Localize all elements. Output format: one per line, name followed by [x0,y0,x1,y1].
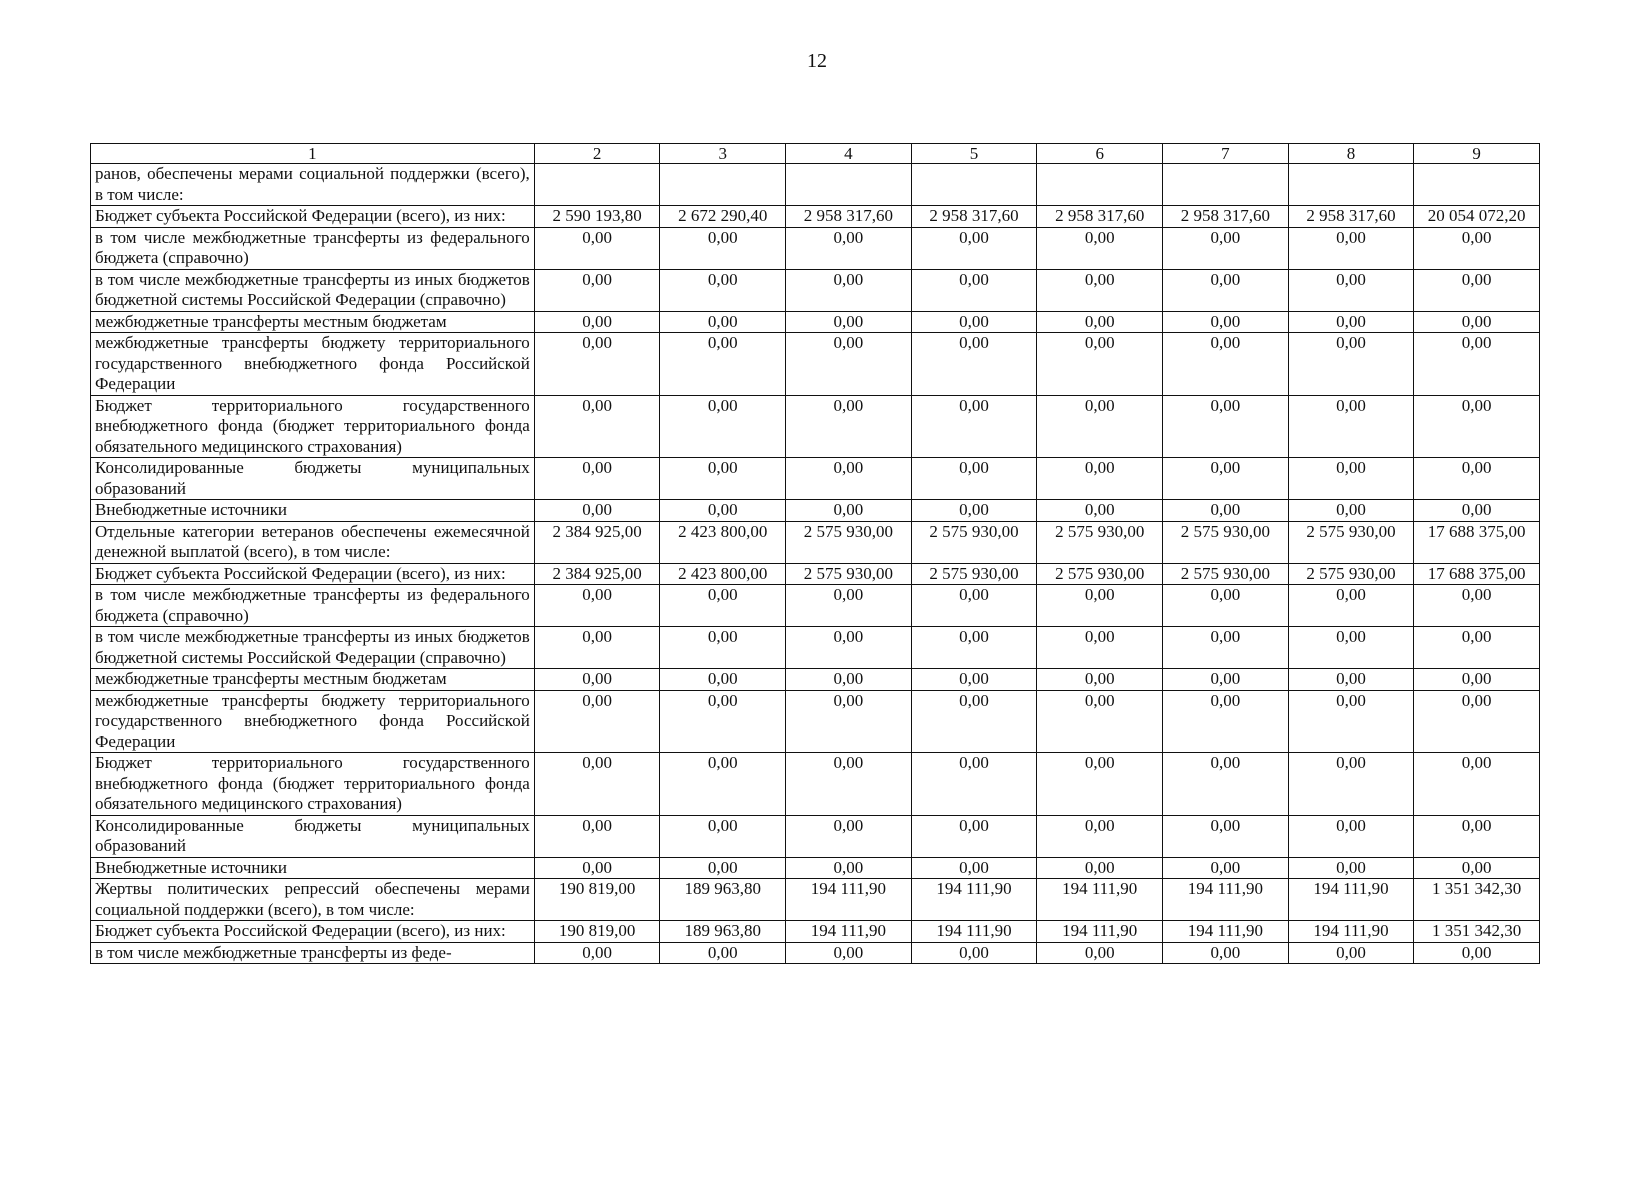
row-label: Отдельные категории ветеранов обеспечены ежемесячной денежной выплатой (всего), в том числе: [91,521,535,563]
value-cell: 0,00 [1288,669,1414,691]
table-row [91,563,1540,585]
value-cell: 0,00 [534,395,660,458]
value-cell: 194 111,90 [1288,921,1414,943]
value-cell: 0,00 [786,585,912,627]
value-cell: 190 819,00 [534,921,660,943]
value-cell [1414,164,1540,206]
table-row [91,164,1540,206]
value-cell: 0,00 [786,627,912,669]
row-label: в том числе межбюджетные трансферты из иных бюджетов бюджетной системы Российской Федерации (справочно) [91,627,535,669]
row-label: Бюджет территориального государственного внебюджетного фонда (бюджет территориального фонда обязательного медицинского страхования) [91,395,535,458]
value-cell: 0,00 [1163,669,1289,691]
table-row [91,690,1540,753]
row-label: ранов, обеспечены мерами социальной поддержки (всего), в том числе: [91,164,535,206]
value-cell: 0,00 [660,227,786,269]
value-cell: 0,00 [660,627,786,669]
value-cell: 194 111,90 [786,879,912,921]
value-cell: 2 575 930,00 [1037,521,1163,563]
value-cell: 0,00 [534,311,660,333]
value-cell: 0,00 [1288,227,1414,269]
table-row [91,815,1540,857]
table-row [91,585,1540,627]
column-number-row [91,144,1540,164]
table-row [91,206,1540,228]
value-cell: 0,00 [1414,500,1540,522]
value-cell: 2 575 930,00 [1037,563,1163,585]
value-cell: 0,00 [1163,690,1289,753]
table-row [91,521,1540,563]
row-label: Бюджет субъекта Российской Федерации (всего), из них: [91,563,535,585]
value-cell: 0,00 [534,227,660,269]
row-label: межбюджетные трансферты бюджету территориального государственного внебюджетного фонда Российской Федерации [91,333,535,396]
row-label: в том числе межбюджетные трансферты из иных бюджетов бюджетной системы Российской Федерации (справочно) [91,269,535,311]
value-cell: 194 111,90 [911,921,1037,943]
value-cell: 194 111,90 [786,921,912,943]
row-label: в том числе межбюджетные трансферты из федерального бюджета (справочно) [91,585,535,627]
value-cell: 0,00 [786,857,912,879]
value-cell: 0,00 [534,627,660,669]
value-cell: 0,00 [786,815,912,857]
row-label: в том числе межбюджетные трансферты из феде- [91,942,535,964]
value-cell: 0,00 [1163,585,1289,627]
value-cell: 0,00 [1288,857,1414,879]
value-cell: 0,00 [1414,669,1540,691]
value-cell: 0,00 [1163,395,1289,458]
value-cell: 194 111,90 [1163,879,1289,921]
value-cell: 0,00 [1037,815,1163,857]
value-cell: 0,00 [660,311,786,333]
value-cell: 0,00 [1163,333,1289,396]
value-cell: 0,00 [1414,690,1540,753]
value-cell: 0,00 [1037,753,1163,816]
value-cell: 2 384 925,00 [534,521,660,563]
value-cell: 0,00 [1288,311,1414,333]
value-cell: 20 054 072,20 [1414,206,1540,228]
value-cell: 0,00 [534,269,660,311]
value-cell: 0,00 [1288,942,1414,964]
value-cell: 0,00 [1163,942,1289,964]
value-cell: 0,00 [1288,585,1414,627]
value-cell: 0,00 [911,815,1037,857]
row-label: межбюджетные трансферты бюджету территориального государственного внебюджетного фонда Российской Федерации [91,690,535,753]
value-cell: 0,00 [534,333,660,396]
value-cell: 0,00 [534,669,660,691]
row-label: Бюджет субъекта Российской Федерации (всего), из них: [91,921,535,943]
value-cell: 0,00 [786,269,912,311]
value-cell: 0,00 [911,857,1037,879]
value-cell: 0,00 [534,815,660,857]
value-cell: 1 351 342,30 [1414,921,1540,943]
table-row [91,500,1540,522]
value-cell: 0,00 [911,669,1037,691]
row-label: Жертвы политических репрессий обеспечены мерами социальной поддержки (всего), в том числе: [91,879,535,921]
value-cell: 0,00 [1163,311,1289,333]
value-cell: 0,00 [1037,942,1163,964]
table-row [91,311,1540,333]
row-label: Внебюджетные источники [91,857,535,879]
value-cell: 0,00 [1414,753,1540,816]
value-cell: 0,00 [1414,627,1540,669]
value-cell: 2 575 930,00 [1163,563,1289,585]
column-header: 5 [911,144,1037,164]
value-cell: 194 111,90 [911,879,1037,921]
value-cell: 0,00 [1414,333,1540,396]
row-label: межбюджетные трансферты местным бюджетам [91,669,535,691]
value-cell: 2 384 925,00 [534,563,660,585]
value-cell: 0,00 [1037,585,1163,627]
value-cell [1163,164,1289,206]
value-cell: 0,00 [911,395,1037,458]
value-cell: 0,00 [1163,753,1289,816]
value-cell: 194 111,90 [1288,879,1414,921]
column-header: 3 [660,144,786,164]
value-cell: 189 963,80 [660,921,786,943]
value-cell: 0,00 [1163,269,1289,311]
value-cell: 0,00 [1414,395,1540,458]
value-cell: 0,00 [1414,269,1540,311]
value-cell: 0,00 [660,585,786,627]
value-cell: 0,00 [1037,395,1163,458]
value-cell: 0,00 [660,753,786,816]
value-cell: 0,00 [1037,857,1163,879]
value-cell: 2 958 317,60 [786,206,912,228]
table-row [91,333,1540,396]
value-cell: 0,00 [660,857,786,879]
value-cell: 17 688 375,00 [1414,563,1540,585]
table-row [91,227,1540,269]
table-row [91,921,1540,943]
value-cell: 0,00 [534,753,660,816]
table-row [91,395,1540,458]
value-cell: 0,00 [911,753,1037,816]
row-label: в том числе межбюджетные трансферты из федерального бюджета (справочно) [91,227,535,269]
value-cell: 0,00 [1288,269,1414,311]
value-cell [1037,164,1163,206]
value-cell: 0,00 [1163,227,1289,269]
value-cell: 0,00 [660,500,786,522]
column-header: 7 [1163,144,1289,164]
value-cell: 0,00 [1163,627,1289,669]
value-cell: 0,00 [1288,815,1414,857]
value-cell: 2 575 930,00 [1288,563,1414,585]
value-cell: 0,00 [534,585,660,627]
value-cell [786,164,912,206]
row-label: Внебюджетные источники [91,500,535,522]
row-label: межбюджетные трансферты местным бюджетам [91,311,535,333]
value-cell: 0,00 [786,458,912,500]
value-cell: 0,00 [786,227,912,269]
value-cell: 2 958 317,60 [1037,206,1163,228]
table-row [91,269,1540,311]
value-cell: 0,00 [1037,227,1163,269]
value-cell: 0,00 [1288,627,1414,669]
budget-table [90,143,1540,964]
value-cell: 0,00 [660,458,786,500]
value-cell: 0,00 [911,500,1037,522]
value-cell: 2 423 800,00 [660,563,786,585]
value-cell: 0,00 [1288,690,1414,753]
value-cell: 0,00 [786,942,912,964]
value-cell: 0,00 [1414,585,1540,627]
value-cell [1288,164,1414,206]
value-cell: 0,00 [786,753,912,816]
value-cell: 0,00 [1037,458,1163,500]
value-cell: 0,00 [1288,753,1414,816]
table-row [91,857,1540,879]
value-cell: 0,00 [1163,857,1289,879]
value-cell: 0,00 [911,227,1037,269]
value-cell: 0,00 [534,857,660,879]
value-cell: 0,00 [911,269,1037,311]
value-cell: 0,00 [534,690,660,753]
value-cell: 0,00 [660,815,786,857]
value-cell: 0,00 [660,269,786,311]
value-cell [534,164,660,206]
column-header: 9 [1414,144,1540,164]
row-label: Бюджет территориального государственного внебюджетного фонда (бюджет территориального фонда обязательного медицинского страхования) [91,753,535,816]
value-cell [660,164,786,206]
column-header: 1 [91,144,535,164]
value-cell: 0,00 [1288,500,1414,522]
value-cell: 0,00 [1163,458,1289,500]
table-row [91,942,1540,964]
value-cell: 0,00 [660,690,786,753]
value-cell: 0,00 [786,690,912,753]
value-cell: 0,00 [534,458,660,500]
value-cell: 190 819,00 [534,879,660,921]
value-cell: 0,00 [660,669,786,691]
value-cell: 17 688 375,00 [1414,521,1540,563]
value-cell: 0,00 [534,942,660,964]
value-cell: 0,00 [1037,669,1163,691]
row-label: Консолидированные бюджеты муниципальных образований [91,458,535,500]
value-cell: 2 423 800,00 [660,521,786,563]
value-cell: 0,00 [911,942,1037,964]
value-cell: 2 958 317,60 [1163,206,1289,228]
value-cell: 0,00 [1037,500,1163,522]
value-cell: 0,00 [660,333,786,396]
value-cell: 0,00 [786,311,912,333]
table-row [91,879,1540,921]
value-cell: 0,00 [786,395,912,458]
value-cell: 0,00 [1288,333,1414,396]
value-cell: 0,00 [786,333,912,396]
value-cell: 0,00 [911,311,1037,333]
value-cell: 0,00 [786,500,912,522]
value-cell: 0,00 [1037,690,1163,753]
value-cell: 0,00 [1037,311,1163,333]
value-cell [911,164,1037,206]
table-row [91,669,1540,691]
value-cell: 0,00 [660,942,786,964]
value-cell: 0,00 [1414,458,1540,500]
column-header: 2 [534,144,660,164]
value-cell: 194 111,90 [1037,921,1163,943]
value-cell: 189 963,80 [660,879,786,921]
value-cell: 2 590 193,80 [534,206,660,228]
value-cell: 0,00 [1288,458,1414,500]
value-cell: 0,00 [786,669,912,691]
value-cell: 0,00 [911,627,1037,669]
value-cell: 2 672 290,40 [660,206,786,228]
value-cell: 0,00 [1414,815,1540,857]
value-cell: 2 575 930,00 [911,521,1037,563]
value-cell: 0,00 [911,333,1037,396]
page-number: 12 [807,50,827,72]
row-label: Консолидированные бюджеты муниципальных образований [91,815,535,857]
value-cell: 0,00 [1414,942,1540,964]
value-cell: 1 351 342,30 [1414,879,1540,921]
value-cell: 0,00 [1414,311,1540,333]
value-cell: 2 575 930,00 [786,563,912,585]
column-header: 6 [1037,144,1163,164]
table-row [91,458,1540,500]
value-cell: 194 111,90 [1163,921,1289,943]
value-cell: 0,00 [911,585,1037,627]
value-cell: 2 958 317,60 [1288,206,1414,228]
value-cell: 2 575 930,00 [1163,521,1289,563]
value-cell: 2 575 930,00 [1288,521,1414,563]
value-cell: 0,00 [911,690,1037,753]
value-cell: 2 958 317,60 [911,206,1037,228]
value-cell: 2 575 930,00 [911,563,1037,585]
value-cell: 0,00 [660,395,786,458]
value-cell: 0,00 [1288,395,1414,458]
column-header: 8 [1288,144,1414,164]
value-cell: 0,00 [1163,500,1289,522]
column-header: 4 [786,144,912,164]
value-cell: 0,00 [1163,815,1289,857]
value-cell: 194 111,90 [1037,879,1163,921]
table-body [91,164,1540,964]
value-cell: 0,00 [1037,627,1163,669]
value-cell: 0,00 [1037,333,1163,396]
value-cell: 0,00 [1037,269,1163,311]
value-cell: 0,00 [1414,227,1540,269]
value-cell: 2 575 930,00 [786,521,912,563]
value-cell: 0,00 [911,458,1037,500]
value-cell: 0,00 [534,500,660,522]
value-cell: 0,00 [1414,857,1540,879]
row-label: Бюджет субъекта Российской Федерации (всего), из них: [91,206,535,228]
table-row [91,753,1540,816]
table-row [91,627,1540,669]
